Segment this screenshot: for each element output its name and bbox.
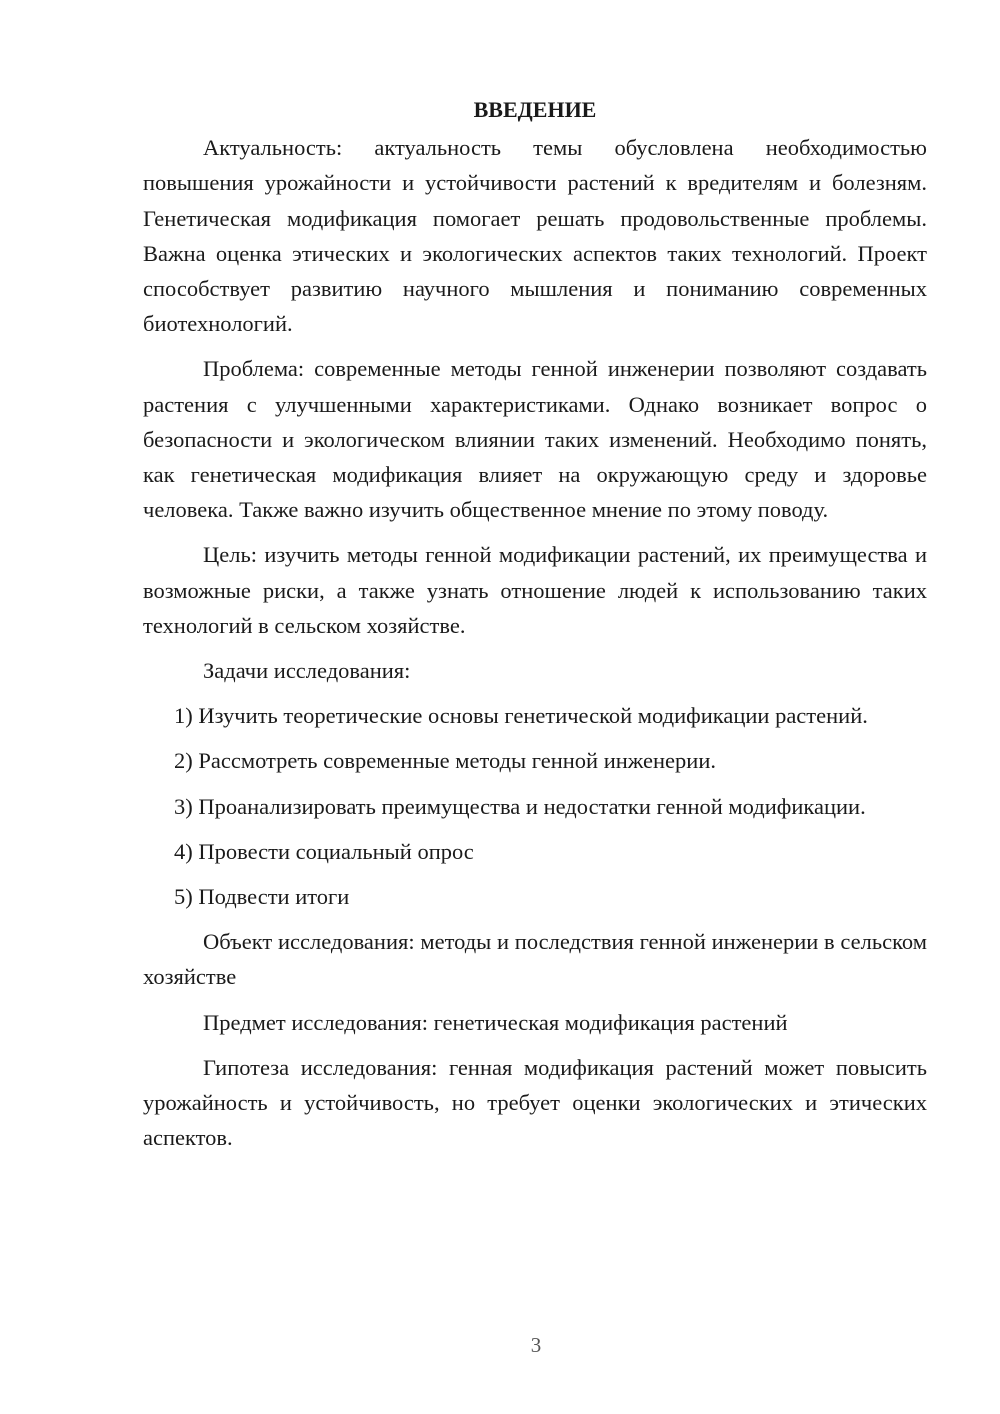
paragraph-object: Объект исследования: методы и последствия генной инженерии в сельском хозяйстве (143, 929, 927, 990)
task-item-2: 2) Рассмотреть современные методы генной инженерии. (174, 748, 716, 774)
task-item-5: 5) Подвести итоги (174, 884, 350, 910)
document-page (143, 92, 927, 1165)
section-title: ВВЕДЕНИЕ (473, 97, 597, 122)
paragraph-problem: Проблема: современные методы генной инженерии позволяют создавать растения с улучшенными характеристиками. Однако возникает вопрос о безопасности и экологическом влиянии таких изменений. Необходимо понять, как генетическая модификация влияет на окружающую среду и здоровье человека. Также важно изучить общественное мнение по этому поводу. (143, 356, 927, 523)
paragraph-hypothesis: Гипотеза исследования: генная модификация растений может повысить урожайность и устойчивость, но требует оценки экологических и этических аспектов. (143, 1054, 927, 1151)
paragraph-goal: Цель: изучить методы генной модификации растений, их преимущества и возможные риски, а также узнать отношение людей к использованию таких технологий в сельском хозяйстве. (143, 542, 927, 638)
task-item-1: 1) Изучить теоретические основы генетической модификации растений. (174, 703, 868, 729)
paragraph-relevance: Актуальность: актуальность темы обусловлена необходимостью повышения урожайности и устойчивости растений к вредителям и болезням. Генетическая модификация помогает решать продовольственные проблемы. Важна оценка этических и экологических аспектов таких технологий. Проект способствует развитию научного мышления и пониманию современных биотехнологий. (143, 135, 927, 337)
paragraph-subject: Предмет исследования: генетическая модификация растений (203, 1009, 788, 1035)
page-number: 3 (530, 1333, 542, 1357)
paragraph-tasks-heading: Задачи исследования: (203, 658, 411, 684)
task-item-4: 4) Провести социальный опрос (174, 838, 474, 864)
task-item-3: 3) Проанализировать преимущества и недостатки генной модификации. (174, 793, 866, 819)
